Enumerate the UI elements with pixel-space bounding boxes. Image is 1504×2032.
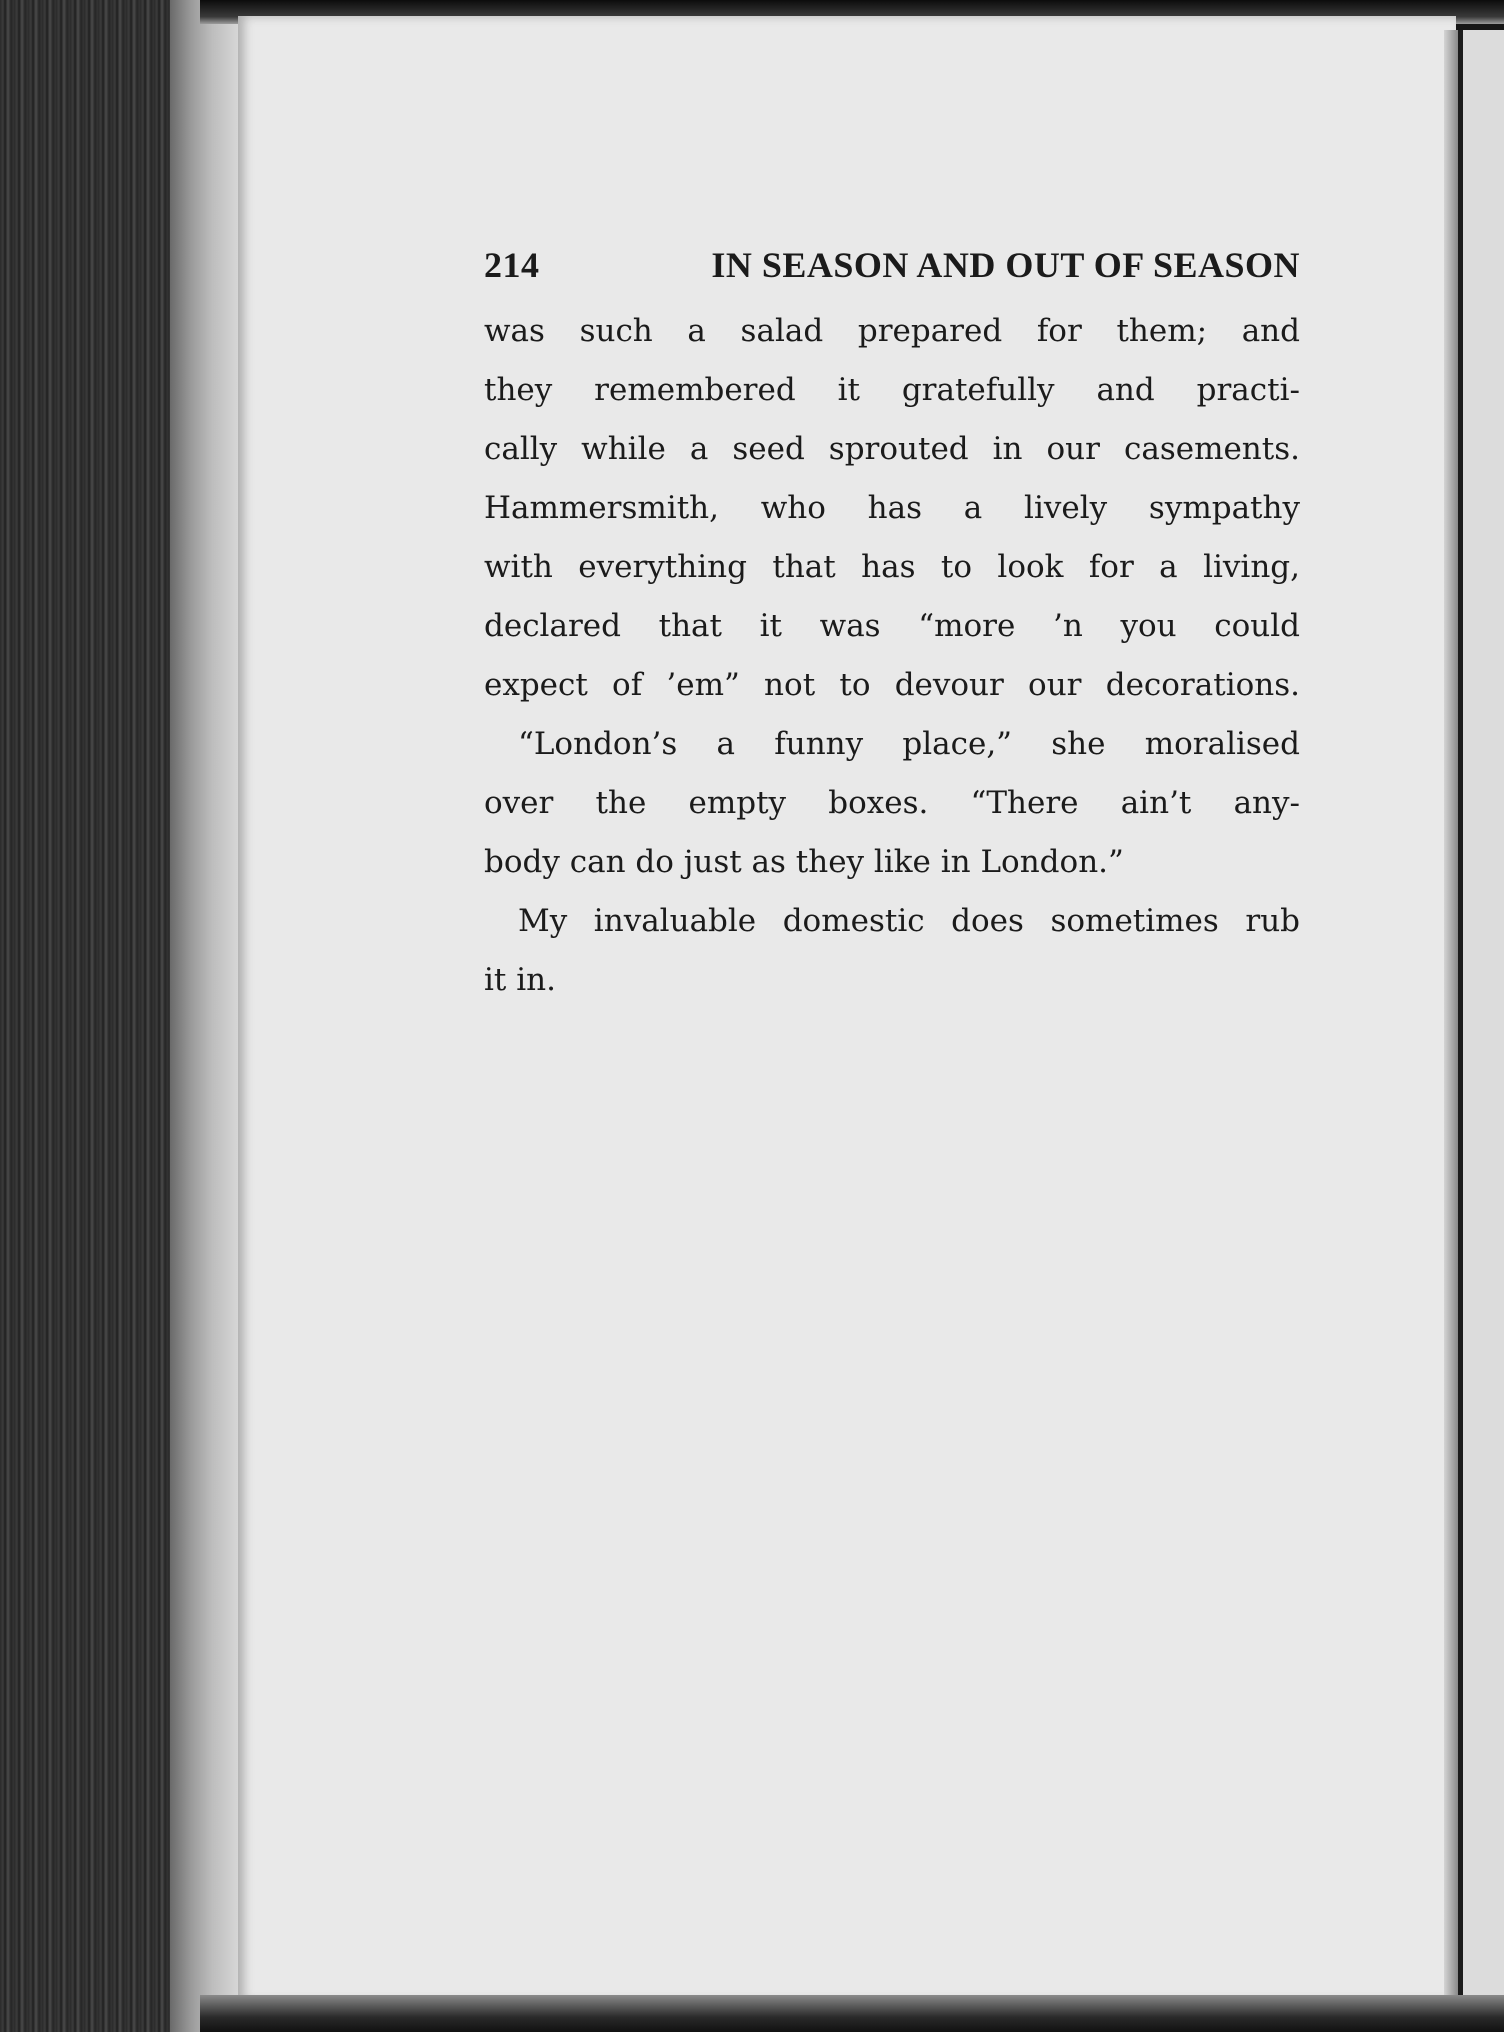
- running-head: [484, 244, 1300, 300]
- text-line: “London’s a funny place,” she moralised: [518, 726, 1300, 762]
- text-line: cally while a seed sprouted in our casements.: [484, 431, 1300, 467]
- text-line: was such a salad prepared for them; and: [484, 313, 1300, 349]
- text-line: they remembered it gratefully and practi-: [484, 372, 1300, 408]
- text-line: body can do just as they like in London.”: [484, 844, 1124, 880]
- text-line: My invaluable domestic does sometimes rub: [518, 903, 1300, 939]
- text-line: expect of ’em” not to devour our decorations.: [484, 667, 1300, 703]
- text-line: declared that it was “more ’n you could: [484, 608, 1300, 644]
- gutter-shadow: [1444, 30, 1458, 2000]
- page-edges: [0, 0, 240, 2032]
- facing-page-edge: [1463, 30, 1504, 2000]
- page-text: [484, 244, 1300, 1010]
- text-line: Hammersmith, who has a lively sympathy: [484, 490, 1300, 526]
- page-number: 214: [484, 245, 540, 285]
- text-line: it in.: [484, 962, 556, 998]
- running-title: IN SEASON AND OUT OF SEASON: [711, 245, 1300, 285]
- text-line: with everything that has to look for a living,: [484, 549, 1300, 585]
- bottom-shadow: [200, 1995, 1504, 2032]
- text-line: over the empty boxes. “There ain’t any-: [484, 785, 1300, 821]
